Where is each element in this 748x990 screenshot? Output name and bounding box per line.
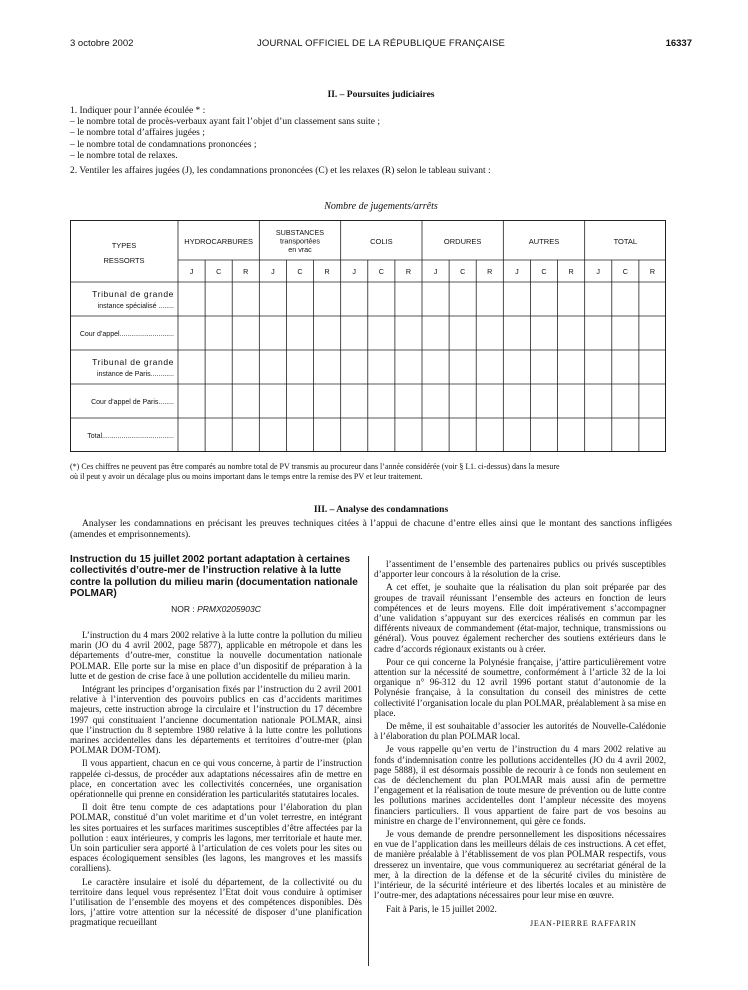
table-row-label: instance spécialisé ........: [97, 303, 174, 310]
footnote: [70, 462, 672, 482]
page-number: 16337: [665, 38, 692, 49]
table-group-header: HYDROCARBURES: [184, 237, 254, 246]
section-2-title: II. – Poursuites judiciaires: [327, 90, 435, 100]
table-row-label: Tribunal de grande: [92, 357, 174, 367]
nor-label: NOR :: [171, 604, 195, 614]
instruction-title: Instruction du 15 juillet 2002 portant adaptation à certaines collectivités d’outre-mer de l’instruction relative à la lutte contre la pollution du milieu marin (documentation nationale POLMAR): [70, 554, 358, 599]
table-group-header: COLIS: [370, 237, 393, 246]
table-subheader: C: [622, 267, 628, 276]
left-paragraph: Il doit être tenu compte de ces adaptations pour l’élaboration du plan POLMAR, constitué d’un volet maritime et d’un volet terrestre, en intégrant les sites portuaires et les surfaces maritimes susceptibles d’être affectées par la pollution : eaux intérieures, y compris les lagons, mer territoriale et haute mer. Un soin particulier sera apporté à l’articulation de ces volets pour les sites ou espaces écologiquement sensibles (les lagons, les mangroves et les massifs coralliens).: [70, 802, 362, 874]
section-3-title: III. – Analyse des condamnations: [313, 505, 449, 515]
table-group-header: en vrac: [288, 245, 312, 254]
column-divider: [368, 556, 369, 966]
right-paragraph: Je vous rappelle qu’en vertu de l’instruction du 4 mars 2002 relative au fonds d’indemnisation contre les pollutions accidentelles (JO du 4 avril 2002, page 5888), il est désormais possible de recourir à ce fonds non seulement en cas de déclenchement du plan POLMAR mais aussi afin de permettre l’engagement et la réalisation de toute mesure de prévention ou de lutte contre les pollutions marines accidentelles dont l’ampleur nécessite des moyens financiers particuliers. Il vous appartient de faire part de vos besoins au ministre en charge de l’environnement, qui gère ce fonds.: [374, 744, 666, 826]
table-caption: Nombre de jugements/arrêts: [324, 201, 438, 212]
table-subheader: J: [433, 267, 438, 276]
table-row-label: Tribunal de grande: [92, 289, 174, 299]
left-paragraph: Il vous appartient, chacun en ce qui vous concerne, à partir de l’instruction rappelée ci-dessus, de procéder aux adaptations nécessaires afin de mettre en place, en concertation avec les collectivités concernées, une organisation opérationnelle qui prenne en considération les particularités statutaires locales.: [70, 758, 362, 800]
table-group-header: transportées: [280, 236, 320, 246]
table-group-header: TOTAL: [613, 237, 638, 246]
section-3-text: Analyser les condamnations en précisant les preuves techniques citées à l’appui de chacune d’entre elles ainsi que le montant des sanctions infligées (amendes et emprisonnements).: [70, 519, 672, 541]
table-group-header: SUBSTANCES: [275, 228, 325, 237]
table-row-label: Cour d’appel de Paris........: [91, 399, 174, 406]
section-2-item: 2. Ventiler les affaires jugées (J), les condamnations prononcées (C) et les relaxes (R) selon le tableau suivant :: [70, 166, 491, 177]
instruction-right-column: [374, 559, 666, 917]
section-2-list: [70, 106, 692, 177]
section-2-item: – le nombre total d’affaires jugées ;: [70, 128, 205, 139]
table-corner-ressorts: RESSORTS: [103, 256, 145, 265]
instruction-left-column: [70, 630, 362, 931]
table-subheader: R: [324, 267, 330, 276]
table-subheader: R: [568, 267, 574, 276]
right-paragraph: l’assentiment de l’ensemble des partenaires publics ou privés susceptibles d’apporter leur concours à la résolution de la crise.: [374, 559, 666, 580]
table-subheader: J: [271, 267, 275, 276]
journal-title: JOURNAL OFFICIEL DE LA RÉPUBLIQUE FRANÇAISE: [256, 38, 506, 49]
table-corner-types: TYPES: [111, 241, 137, 250]
nor-reference: [70, 604, 362, 614]
right-paragraph: Je vous demande de prendre personnellement les dispositions nécessaires en vue de l’application dans les meilleurs délais de ces instructions. A cet effet, de manière préalable à l’établissement de vos plan POLMAR respectifs, vous dresserez un inventaire, que vous communiquerez au secrétariat général de la mer, à la direction de la défense et de la sécurité civiles du ministère de l’intérieur, de la sécurité intérieure et des libertés locales et au ministère de l’outre-mer, des adaptations nécessaires pour leur mise en œuvre.: [374, 829, 666, 901]
judgments-table: [70, 220, 666, 452]
table-subheader: C: [216, 267, 222, 276]
footnote-line-2: où il peut y avoir un décalage plus ou moins important dans le temps entre la remise des PV et leur traitement.: [70, 472, 423, 481]
table-group-header: AUTRES: [528, 237, 560, 246]
table-subheader: J: [352, 267, 357, 276]
footnote-line-1: (*) Ces chiffres ne peuvent pas être comparés au nombre total de PV transmis au procureur dans l’année considérée (voir § I.1. ci-dessus) dans la mesure: [70, 462, 560, 471]
left-paragraph: L’instruction du 4 mars 2002 relative à la lutte contre la pollution du milieu marin (JO du 4 avril 2002, page 5877), applicable en métropole et dans les départements d’outre-mer, constitue la nouvelle documentation nationale POLMAR. Elle porte sur la mise en place d’un dispositif de préparation à la lutte et de gestion de crise face à une pollution accidentelle du milieu marin.: [70, 630, 362, 681]
section-2-item: – le nombre total de condamnations prononcées ;: [70, 139, 257, 150]
right-paragraph: De même, il est souhaitable d’associer les autorités de Nouvelle-Calédonie à l’élaboration du plan POLMAR local.: [374, 721, 666, 742]
table-row-label: Total.....................................: [87, 433, 174, 440]
table-subheader: R: [649, 267, 656, 276]
left-paragraph: Le caractère insulaire et isolé du département, de la collectivité ou du territoire dans lequel vous représentez l’Etat doit vous conduire à optimiser l’utilisation de l’ensemble des moyens et des compétences disponibles. Dès lors, j’attire votre attention sur la nécessité de disposer d’une planification pragmatique recueillant: [70, 876, 362, 928]
table-subheader: J: [596, 267, 601, 276]
table-subheader: J: [515, 267, 519, 276]
left-paragraph: Intégrant les principes d’organisation fixés par l’instruction du 2 avril 2001 relative à l’intervention des pouvoirs publics en cas d’accidents maritimes majeurs, cette instruction abroge la circulaire et l’instruction du 17 décembre 1997 qui constituaient l’ancienne documentation nationale POLMAR, ainsi que l’instruction du 8 septembre 1980 relative à la lutte contre les pollutions marines accidentelles dans les départements et territoires d’outre-mer (plan POLMAR DOM-TOM).: [70, 684, 362, 756]
section-2-item: – le nombre total de relaxes.: [70, 150, 178, 161]
table-subheader: R: [243, 267, 249, 276]
table-subheader: C: [378, 267, 384, 276]
signature: JEAN-PIERRE RAFFARIN: [530, 919, 637, 928]
table-group-header: ORDURES: [443, 237, 482, 246]
issue-date: 3 octobre 2002: [70, 38, 134, 49]
running-head: [70, 38, 692, 52]
nor-code: PRMX0205903C: [197, 604, 261, 614]
right-paragraph: Pour ce qui concerne la Polynésie française, j’attire particulièrement votre attention sur la nécessité de soumettre, conformément à l’article 32 de la loi organique n° 96-312 du 12 avril 1996 portant statut d’autonomie de la Polynésie française, à la consultation du conseil des ministres de cette collectivité l’organisation locale du plan POLMAR, préalablement à sa mise en place.: [374, 656, 666, 718]
right-paragraph: Fait à Paris, le 15 juillet 2002.: [386, 903, 497, 914]
right-paragraph: A cet effet, je souhaite que la réalisation du plan soit préparée par des groupes de travail réunissant l’ensemble des acteurs en fonction de leurs compétences et de leurs moyens. Elle doit impérativement s’accompagner d’une validation s’appuyant sur des exercices réalisés en commun par les différents niveaux de commandement (état-major, technique, transmissions ou général). Vous pouvez également rechercher des soutiens extérieurs dans le cadre d’accords régionaux existants ou à créer.: [374, 582, 666, 654]
table-subheader: C: [541, 267, 547, 276]
table-subheader: R: [405, 267, 412, 276]
table-row-label: Cour d’appel............................: [79, 331, 174, 338]
table-subheader: C: [297, 267, 303, 276]
section-2-item: – le nombre total de procès-verbaux ayant fait l’objet d’un classement sans suite ;: [70, 117, 380, 128]
table-subheader: J: [189, 267, 194, 276]
table-subheader: R: [487, 267, 493, 276]
table-row-label: instance de Paris............: [96, 371, 174, 378]
section-2-item: 1. Indiquer pour l’année écoulée * :: [70, 106, 206, 116]
table-subheader: C: [460, 267, 466, 276]
